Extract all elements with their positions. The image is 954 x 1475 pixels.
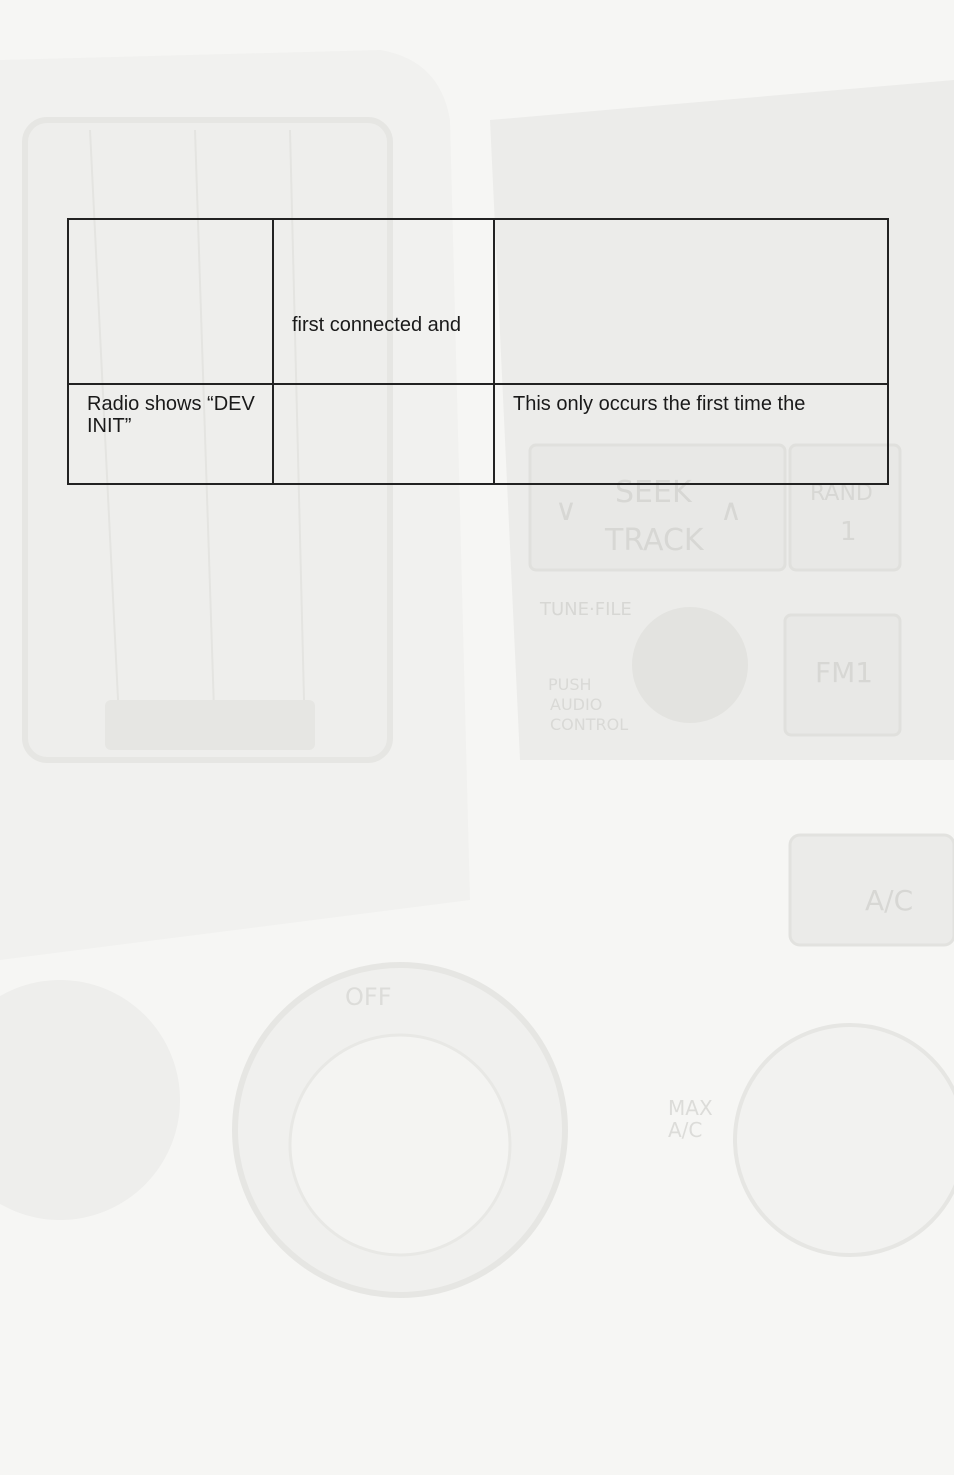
cell-text: This only occurs the first time the [513,393,806,415]
control-label: CONTROL [550,715,629,734]
fm1-label: FM1 [815,656,874,689]
seek-down-icon: ∨ [555,493,577,528]
vent-slider [105,700,315,750]
audio-label: AUDIO [550,695,603,714]
max-ac-label: A/C [668,1118,703,1142]
ac-label: A/C [865,884,914,917]
cell-text: Radio shows “DEV INIT” [87,393,255,437]
rand-label: RAND [810,481,873,506]
tune-file-label: TUNE·FILE [540,599,632,620]
track-label: TRACK [605,523,704,558]
table-cell [494,219,888,384]
table-row [68,384,888,484]
tune-knob [632,607,748,723]
temp-knob [735,1025,954,1255]
table-row [68,219,888,384]
seek-up-icon: ∧ [720,493,742,528]
table-cell [273,219,494,384]
fan-knob [290,1035,510,1255]
troubleshooting-table [67,218,889,485]
max-label: MAX [668,1096,713,1120]
rand-number: 1 [840,517,857,547]
cell-text: first connected and [292,314,461,336]
push-label: PUSH [548,675,592,694]
fan-off-label: OFF [345,983,392,1011]
table-cell [68,384,273,484]
table-cell [273,384,494,484]
table-cell [68,219,273,384]
seek-label: SEEK [615,475,692,510]
table-cell [494,384,888,484]
